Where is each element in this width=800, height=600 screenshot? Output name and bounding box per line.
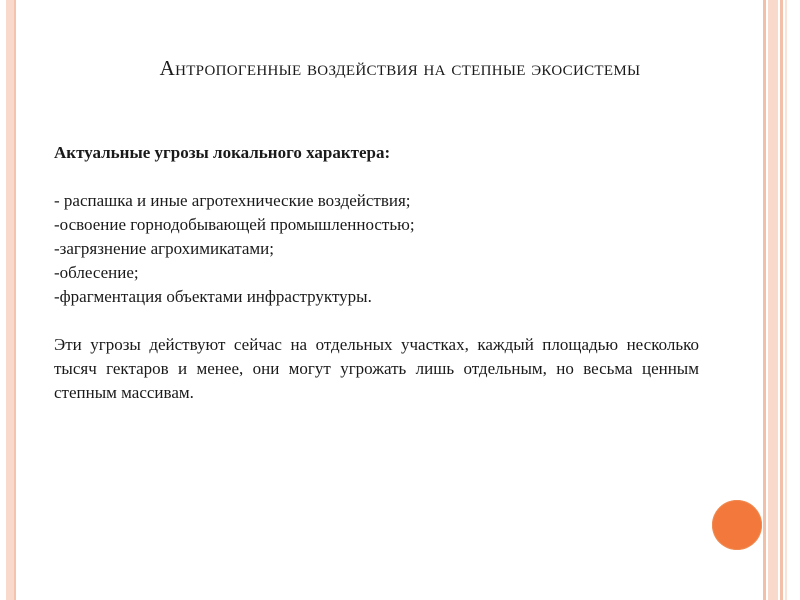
threats-heading: Актуальные угрозы локального характера: bbox=[54, 143, 391, 162]
list-item: - распашка и иные агротехнические воздействия; bbox=[54, 191, 411, 210]
frame-right-line bbox=[763, 0, 766, 600]
frame-right-line bbox=[785, 0, 787, 600]
threat-list bbox=[54, 189, 699, 309]
frame-right-band bbox=[768, 0, 778, 600]
decorative-circle bbox=[712, 500, 762, 550]
slide-content bbox=[54, 141, 699, 405]
slide-title: Антропогенные воздействия на степные экосистемы bbox=[159, 56, 641, 80]
list-item: -освоение горнодобывающей промышленностью; bbox=[54, 215, 415, 234]
summary-paragraph: Эти угрозы действуют сейчас на отдельных участках, каждый площадью несколько тысяч гектаров и менее, они могут угрожать лишь отдельным, но весьма ценным степным массивам. bbox=[54, 335, 699, 402]
list-item: -фрагментация объектами инфраструктуры. bbox=[54, 287, 372, 306]
frame-right-line bbox=[780, 0, 783, 600]
list-item: -загрязнение агрохимикатами; bbox=[54, 239, 274, 258]
frame-left-line bbox=[14, 0, 16, 600]
list-item: -облесение; bbox=[54, 263, 139, 282]
frame-left-band bbox=[6, 0, 14, 600]
